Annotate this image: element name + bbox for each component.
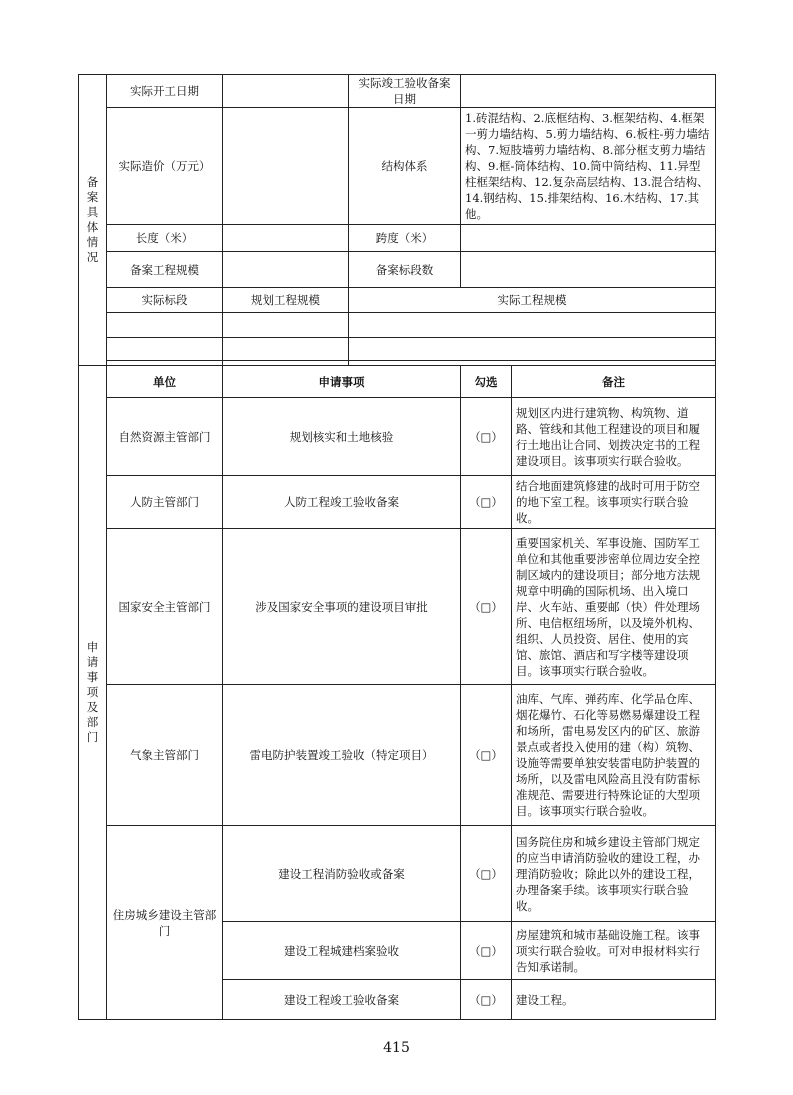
actual-section-field[interactable] [107,313,223,338]
page-number: 415 [383,1040,410,1056]
checkbox-completion-filing[interactable]: （□） [461,980,512,1020]
filing-sections-field[interactable] [461,252,716,288]
item-national-security: 涉及国家安全事项的建设项目审批 [223,529,461,685]
note-lightning-protection: 油库、气库、弹药库、化学品仓库、烟花爆竹、石化等易燃易爆建设工程和场所，雷电易发区内的矿区、旅游景点或者投入使用的建（构）筑物、设施等需要单独安装雷电防护装置的场所，以及雷电风险高且没有防雷标准规范、需要进行特殊论证的大型项目。该事项实行联合验收。 [512,685,716,826]
item-archive-acceptance: 建设工程城建档案验收 [223,922,461,980]
table-row [79,529,716,685]
item-fire-acceptance: 建设工程消防验收或备案 [223,826,461,922]
actual-completion-label: 实际竣工验收备案日期 [349,75,461,108]
actual-completion-field[interactable] [461,75,716,108]
actual-scale-field[interactable] [349,313,716,338]
filing-table [78,74,716,1020]
note-national-security: 重要国家机关、军事设施、国防军工单位和其他重要涉密单位周边安全控制区域内的建设项目；部分地方法规规章中明确的国际机场、出入境口岸、火车站、重要邮（快）件处理场所、电信枢纽场所，以及境外机构、组织、人员投资、居住、使用的宾馆、旅馆、酒店和写字楼等建设项目。该事项实行联合验收。 [512,529,716,685]
table-row [79,826,716,922]
checkbox-lightning-protection[interactable]: （□） [461,685,512,826]
checkbox-civil-defense[interactable]: （□） [461,476,512,529]
actual-section-label: 实际标段 [107,288,223,313]
filing-scale-field[interactable] [223,252,349,288]
note-archive-acceptance: 房屋建筑和城市基础设施工程。该事项实行联合验收。可对申报材料实行告知承诺制。 [512,922,716,980]
span-field[interactable] [461,225,716,252]
span-label: 跨度（米） [349,225,461,252]
note-civil-defense: 结合地面建筑修建的战时可用于防空的地下室工程。该事项实行联合验收。 [512,476,716,529]
structure-options: 1.砖混结构、2.底框结构、3.框架结构、4.框架一剪力墙结构、5.剪力墙结构、6.板柱-剪力墙结构、7.短肢墙剪力墙结构、8.部分框支剪力墙结构、9.框-筒体结构、10.筒中筒结构、11.异型柱框架结构、12.复杂高层结构、13.混合结构、14.钢结构、15.排架结构、16.木结构、17.其他。 [461,108,716,225]
checkbox-fire-acceptance[interactable]: （□） [461,826,512,922]
header-unit: 单位 [107,366,223,398]
actual-cost-field[interactable] [223,108,349,225]
item-civil-defense: 人防工程竣工验收备案 [223,476,461,529]
actual-scale-field[interactable] [349,338,716,361]
filing-scale-label: 备案工程规模 [107,252,223,288]
header-item: 申请事项 [223,366,461,398]
planned-scale-field[interactable] [223,313,349,338]
section-title-application: 申请事项及部门 [79,366,107,1020]
item-planning-verification: 规划核实和土地核验 [223,398,461,476]
note-completion-filing: 建设工程。 [512,980,716,1020]
unit-national-security: 国家安全主管部门 [107,529,223,685]
unit-housing: 住房城乡建设主管部门 [107,826,223,1020]
length-label: 长度（米） [107,225,223,252]
table-row [79,685,716,826]
checkbox-planning-verification[interactable]: （□） [461,398,512,476]
actual-section-field[interactable] [107,338,223,361]
checkbox-national-security[interactable]: （□） [461,529,512,685]
planned-scale-field[interactable] [223,338,349,361]
section-title-filing: 备案具体情况 [79,75,107,366]
note-fire-acceptance: 国务院住房和城乡建设主管部门规定的应当申请消防验收的建设工程，办理消防验收；除此以外的建设工程，办理备案手续。该事项实行联合验收。 [512,826,716,922]
unit-meteorology: 气象主管部门 [107,685,223,826]
checkbox-archive-acceptance[interactable]: （□） [461,922,512,980]
header-note: 备注 [512,366,716,398]
structure-system-label: 结构体系 [349,108,461,225]
form-page [78,74,715,1020]
unit-civil-defense: 人防主管部门 [107,476,223,529]
actual-cost-label: 实际造价（万元） [107,108,223,225]
actual-scale-label: 实际工程规模 [349,288,716,313]
actual-start-date-label: 实际开工日期 [107,75,223,108]
actual-start-date-field[interactable] [223,75,349,108]
length-field[interactable] [223,225,349,252]
note-planning-verification: 规划区内进行建筑物、构筑物、道路、管线和其他工程建设的项目和履行土地出让合同、划拨决定书的工程建设项目。该事项实行联合验收。 [512,398,716,476]
unit-natural-resources: 自然资源主管部门 [107,398,223,476]
item-completion-filing: 建设工程竣工验收备案 [223,980,461,1020]
item-lightning-protection: 雷电防护装置竣工验收（特定项目） [223,685,461,826]
table-row [79,398,716,476]
header-check: 勾选 [461,366,512,398]
table-row [79,476,716,529]
planned-scale-label: 规划工程规模 [223,288,349,313]
filing-sections-label: 备案标段数 [349,252,461,288]
